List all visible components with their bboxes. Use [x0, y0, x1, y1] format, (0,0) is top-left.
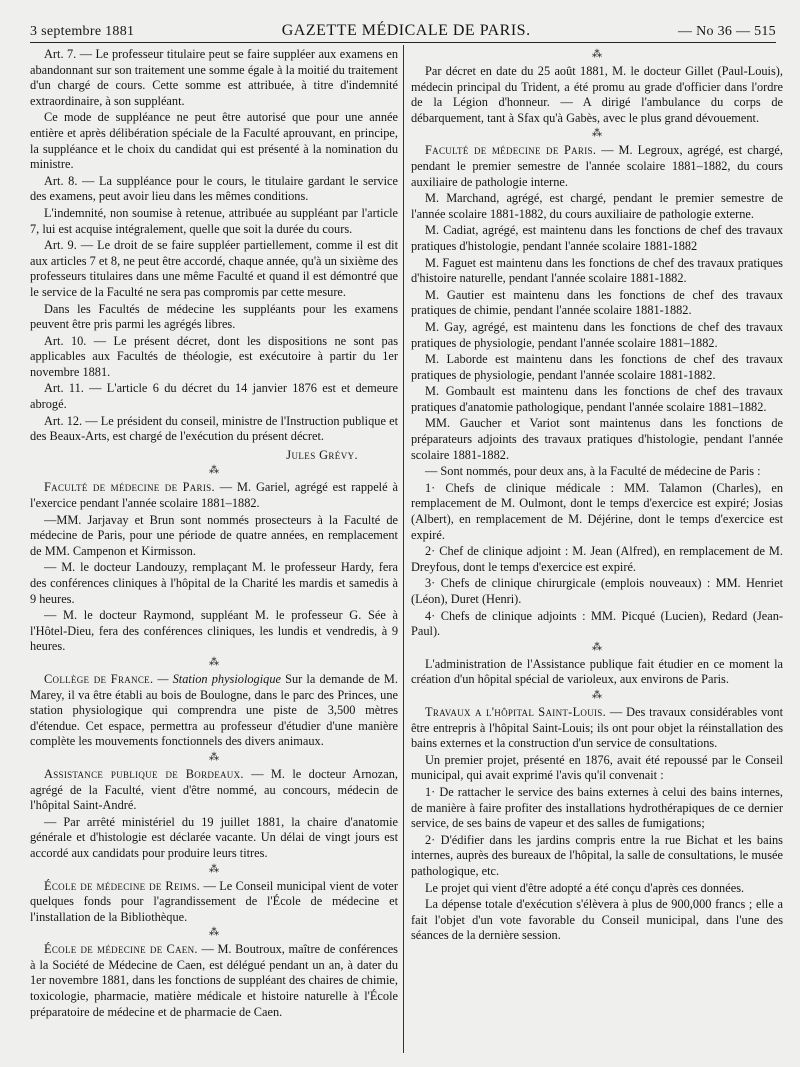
column-divider — [403, 45, 404, 1053]
section-heading: Faculté de médecine de Paris. — [44, 480, 215, 495]
section-separator: ⁂ — [592, 49, 602, 60]
section-heading: Collège de France. — [44, 671, 154, 686]
section-heading: Faculté de médecine de Paris. — [425, 143, 597, 158]
news-item: La dépense totale d'exécution s'élèvera à plus de 900,000 francs ; elle a fait l'objet d'un vote favorable du Conseil municipal, dans l'une des séances de la dernière session. — [411, 897, 783, 943]
section-separator: ⁂ — [592, 128, 602, 140]
article-7: Art. 7. — Le professeur titulaire peut se faire suppléer aux examens en abandonnant sur son traitement une somme égale à la moitié du traitement d'un chargé de cours. Cette somme est attribuée, à titre d'indemnité extraordinaire, à son suppléant. — [30, 47, 398, 108]
section-separator: ⁂ — [209, 927, 219, 939]
list-item: 1· De rattacher le service des bains externes à celui des bains internes, de manière à faire profiter des installations hydrothérapiques de ce dernier service, de ses bains de vapeur et des salles de fumigations; — [411, 784, 783, 831]
section-heading: École de médecine de Caen. — [44, 942, 198, 957]
issue-number: — No 36 — 515 — [677, 24, 776, 39]
list-item: 2· Chef de clinique adjoint : M. Jean (Alfred), en remplacement de M. Dreyfous, dont le temps d'exercice est expiré. — [411, 544, 783, 574]
paragraph: L'indemnité, non soumise à retenue, attribuée au suppléant par l'article 7, lui est acquise intégralement, quelle que soit la durée du cours. — [30, 205, 398, 236]
section-separator: ⁂ — [592, 689, 602, 701]
news-item — [30, 767, 398, 814]
journal-title: GAZETTE MÉDICALE DE PARIS. — [281, 22, 531, 39]
news-text: — M. Legroux, agrégé, est chargé, pendant le premier semestre de l'année scolaire 1881–1882, du cours auxiliaire de pathologie interne. — [411, 143, 783, 189]
section-subheading: — Station physiologique — [153, 671, 281, 686]
list-item: 3· Chefs de clinique chirurgicale (emplois nouveaux) : MM. Henriet (Léon), Duret (Henri). — [411, 576, 783, 606]
section-separator: ⁂ — [209, 656, 219, 668]
list-item: 1· Chefs de clinique médicale : MM. Talamon (Charles), en remplacement de M. Oulmont, dont le temps d'exercice est expiré; Josias (Albert), en remplacement de M. Déjérine, dont le temps d'exercice est expiré. — [411, 480, 783, 542]
news-text: — Des travaux considérables vont être entrepris à l'hôpital Saint-Louis; ils ont pour objet la réinstallation des bains externes et la construction d'un service de consultations. — [411, 704, 783, 751]
news-item — [411, 143, 783, 190]
news-item: — Par arrêté ministériel du 19 juillet 1881, la chaire d'anatomie générale et d'histologie est déclarée vacante. Un délai de vingt jours est accordé aux candidats pour produire leurs titres. — [30, 814, 398, 860]
section-separator: ⁂ — [209, 863, 219, 875]
news-item — [30, 942, 398, 1020]
page-header — [30, 14, 776, 43]
news-item: — M. le docteur Landouzy, remplaçant M. le professeur Hardy, fera des conférences cliniques à l'hôpital de la Charité les mardis et samedis à 9 heures. — [30, 560, 398, 606]
news-text: — M. Boutroux, maître de conférences à la Société de Médecine de Caen, est délégué pendant un an, à dater du 1er novembre 1881, dans les fonctions de suppléant des chaires de chimie, toxicologie, pharmacie, matière médicale et histoire naturelle à l'École préparatoire de médecine et de pharmacie de Caen. — [30, 942, 398, 1019]
news-item: M. Gay, agrégé, est maintenu dans les fonctions de chef des travaux pratiques de physiologie, pendant l'année scolaire 1881–1882. — [411, 319, 783, 350]
section-heading: Assistance publique de Bordeaux. — [44, 766, 244, 781]
news-item: —MM. Jarjavay et Brun sont nommés prosecteurs à la Faculté de médecine de Paris, pour une période de quatre années, en remplacement de MM. Campenon et Kirmisson. — [30, 512, 398, 558]
news-text: — Le Conseil municipal vient de voter quelques fonds pour l'agrandissement de l'École de médecine et l'installation de la Bibliothèque. — [30, 878, 398, 924]
section-separator: ⁂ — [209, 465, 219, 477]
article-8: Art. 8. — La suppléance pour le cours, le titulaire gardant le service des examens, peut avoir lieu dans les mêmes conditions. — [30, 173, 398, 204]
right-column — [411, 47, 783, 1057]
news-item: — Sont nommés, pour deux ans, à la Faculté de médecine de Paris : — [425, 464, 761, 479]
article-11: Art. 11. — L'article 6 du décret du 14 janvier 1876 est et demeure abrogé. — [30, 381, 398, 412]
news-item: M. Marchand, agrégé, est chargé, pendant le premier semestre de l'année scolaire 1881-1882, du cours auxiliaire de pathologie externe. — [411, 191, 783, 221]
news-item: M. Gautier est maintenu dans les fonctions de chef des travaux pratiques de chimie, pendant l'année scolaire 1881-1882. — [411, 287, 783, 318]
section-separator: ⁂ — [592, 641, 602, 653]
news-item — [30, 672, 398, 750]
news-item: M. Laborde est maintenu dans les fonctions de chef des travaux pratiques de physiologie, pendant l'année scolaire 1881-1882. — [411, 352, 783, 382]
article-9: Art. 9. — Le droit de se faire suppléer partiellement, comme il est dit aux articles 7 et 8, ne peut être accordé, chaque année, qu'à un sixième des professeurs titulaires dans une même Faculté et quand il est démontré que le service de la Faculté ne sera pas compromis par cette mesure. — [30, 238, 398, 299]
news-item: MM. Gaucher et Variot sont maintenus dans les fonctions de préparateurs adjoints des travaux pratiques d'histologie, pendant l'année scolaire 1881-1882. — [411, 416, 783, 462]
paragraph: Ce mode de suppléance ne peut être autorisé que pour une année entière et après délibération spéciale de la Faculté aprouvant, en principe, la suppléance et le choix du candidat qui est présenté à la nomination du ministre. — [30, 110, 398, 172]
news-item: M. Cadiat, agrégé, est maintenu dans les fonctions de chef des travaux pratiques d'histologie, pendant l'année scolaire 1881-1882 — [411, 223, 783, 253]
news-item: M. Gombault est maintenu dans les fonctions de chef des travaux pratiques d'anatomie pathologique, pendant l'année scolaire 1881–1882. — [411, 384, 783, 414]
section-heading: École de médecine de Reims. — [44, 878, 201, 893]
news-item: L'administration de l'Assistance publique fait étudier en ce moment la création d'un hôpital spécial de varioleux, aux environs de Paris. — [411, 656, 783, 687]
section-separator: ⁂ — [209, 751, 219, 763]
signature: Jules Grévy. — [286, 447, 358, 462]
list-item: 2· D'édifier dans les jardins compris entre la rue Bichat et les bains internes, auprès des bureaux de l'hôpital, la salle de consultations, le musée pathologique, etc. — [411, 832, 783, 878]
article-12: Art. 12. — Le président du conseil, ministre de l'Instruction publique et des Beaux-Arts, est chargé de l'exécution du présent décret. — [30, 413, 398, 444]
news-item: Le projet qui vient d'être adopté a été conçu d'après ces données. — [425, 880, 745, 895]
news-text: — M. le docteur Arnozan, agrégé de la Faculté, vient d'être nommé, au concours, médecin de l'hôpital Saint-André. — [30, 766, 398, 813]
news-item: Un premier projet, présenté en 1876, avait été repoussé par le Conseil municipal, qui avait exprimé l'avis qu'il convenait : — [411, 752, 783, 783]
article-10: Art. 10. — Le présent décret, dont les dispositions ne sont pas applicables aux Facultés de théologie, est exécutoire à partir du 1er novembre 1881. — [30, 333, 398, 379]
news-item — [411, 705, 783, 752]
list-item: 4· Chefs de clinique adjoints : MM. Picqué (Lucien), Redard (Jean-Paul). — [411, 608, 783, 639]
news-item: Par décret en date du 25 août 1881, M. le docteur Gillet (Paul-Louis), médecin principal du Trident, a été promu au grade d'officier dans l'ordre de la Légion d'honneur. — A dirigé l'ambulance du corps de débarquement, tant à Sfax qu'à Gabès, avec le plus grand dévouement. — [411, 64, 783, 125]
news-item — [30, 480, 398, 511]
issue-date: 3 septembre 1881 — [30, 24, 135, 39]
news-text: Sur la demande de M. Marey, il va être établi au bois de Boulogne, dans le parc des Princes, une station physiologique qui comprendra une piste de 3,500 mètres d'étendue. Cet espace, permettra au professeur d'étudier d'une manière complète les mouvements fonctionnels des divers animaux. — [30, 671, 398, 749]
news-item — [30, 879, 398, 926]
paragraph: Dans les Facultés de médecine les suppléants pour les examens peuvent être pris parmi les agrégés libres. — [30, 301, 398, 332]
news-item: — M. le docteur Raymond, suppléant M. le professeur G. Sée à l'Hôtel-Dieu, fera des conférences cliniques, les lundis et vendredis, à 9 heures. — [30, 608, 398, 654]
section-heading: Travaux a l'hôpital Saint-Louis. — [425, 704, 607, 719]
news-item: M. Faguet est maintenu dans les fonctions de chef des travaux pratiques d'histoire naturelle, pendant l'année scolaire 1881-1882. — [411, 255, 783, 286]
left-column — [30, 47, 398, 1057]
news-text: — M. Gariel, agrégé est rappelé à l'exercice pendant l'année scolaire 1881–1882. — [30, 480, 398, 511]
